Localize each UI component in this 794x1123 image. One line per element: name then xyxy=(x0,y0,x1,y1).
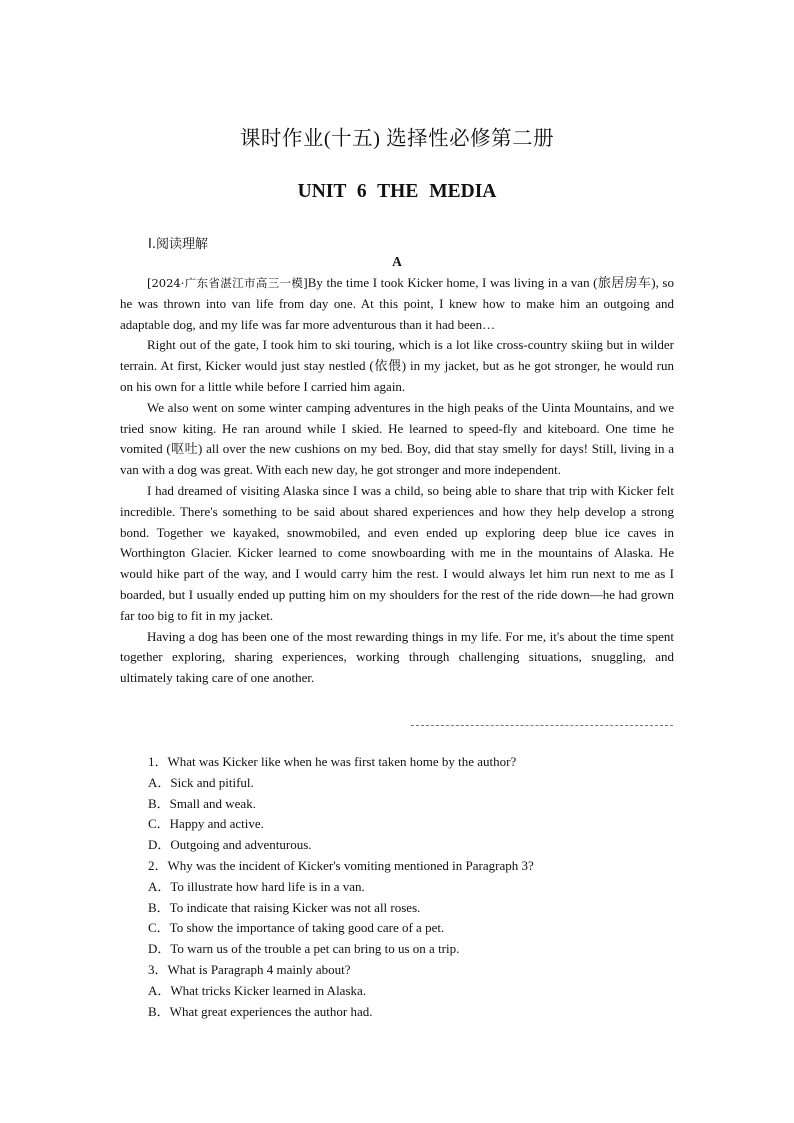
question-stem: 1．What was Kicker like when he was first taken home by the author? xyxy=(148,754,517,769)
answer-option: C．Happy and active. xyxy=(148,816,264,832)
passage-label: A xyxy=(392,254,402,269)
paragraph: Having a dog has been one of the most rewarding things in my life. For me, it's about the time spent together exploring, sharing experiences, working through challenging situations, snuggling, and ultimately taking care of one another. xyxy=(120,628,674,686)
answer-option: D．To warn us of the trouble a pet can bring to us on a trip. xyxy=(148,941,460,957)
dashed-divider xyxy=(411,725,673,726)
answer-option: D．Outgoing and adventurous. xyxy=(148,837,312,853)
answer-option: B．What great experiences the author had. xyxy=(148,1003,373,1019)
paragraph-text: By the time I took Kicker home, I was living in a van (旅居房车), so he was thrown into van life from day one. At this point, I knew how to make him an outgoing and adaptable dog, and my life was far more adventurous than it had been… xyxy=(120,275,674,332)
answer-option: B．Small and weak. xyxy=(148,795,256,811)
paragraph: Right out of the gate, I took him to ski touring, which is a lot like cross-country skiing but in wilder terrain. At first, Kicker would just stay nestled (依偎) in my jacket, but as he got stronger, he would run on his own for a little while before I carried him again. xyxy=(120,337,674,394)
paragraph xyxy=(120,273,674,335)
answer-option: A．What tricks Kicker learned in Alaska. xyxy=(148,982,367,998)
question-list xyxy=(148,752,678,1022)
paragraph: I had dreamed of visiting Alaska since I was a child, so being able to share that trip with Kicker felt incredible. There's something to be said about shared experiences and how they help develop a strong bond. Together we kayaked, snowmobiled, and even ended up exploring deep blue ice caves in Worthington Glacier. Kicker learned to come snowboarding with me in the mountains of Alaska. He would hike part of the way, and I would carry him the rest. I would always let him run next to me as I boarded, but I usually ended up putting him on my shoulders for the rest of the ride down—he had grown far too big to fit in my jacket. xyxy=(120,482,674,623)
question-stem: 2．Why was the incident of Kicker's vomiting mentioned in Paragraph 3? xyxy=(148,857,534,873)
answer-option: A．To illustrate how hard life is in a van. xyxy=(148,878,365,894)
answer-option: B．To indicate that raising Kicker was not all roses. xyxy=(148,899,421,915)
page-title: 课时作业(十五) 选择性必修第二册 xyxy=(239,128,555,150)
paragraph: We also went on some winter camping adventures in the high peaks of the Uinta Mountains, and we tried snow kiting. He ran around while I skied. He learned to speed-fly and kiteboard. One time he vomited (呕吐) all over the new cushions on my bed. Boy, did that stay smelly for days! Still, living in a van with a dog was great. With each new day, he got stronger and more independent. xyxy=(120,399,674,478)
answer-option: A．Sick and pitiful. xyxy=(148,774,254,790)
reading-passage xyxy=(120,273,674,689)
section-label: Ⅰ.阅读理解 xyxy=(148,237,208,252)
answer-option: C．To show the importance of taking good care of a pet. xyxy=(148,920,445,936)
question-stem: 3．What is Paragraph 4 mainly about? xyxy=(148,961,351,977)
unit-heading: UNIT 6 THE MEDIA xyxy=(297,181,497,202)
source-citation: [2024·广东省湛江市高三一模] xyxy=(147,276,308,290)
